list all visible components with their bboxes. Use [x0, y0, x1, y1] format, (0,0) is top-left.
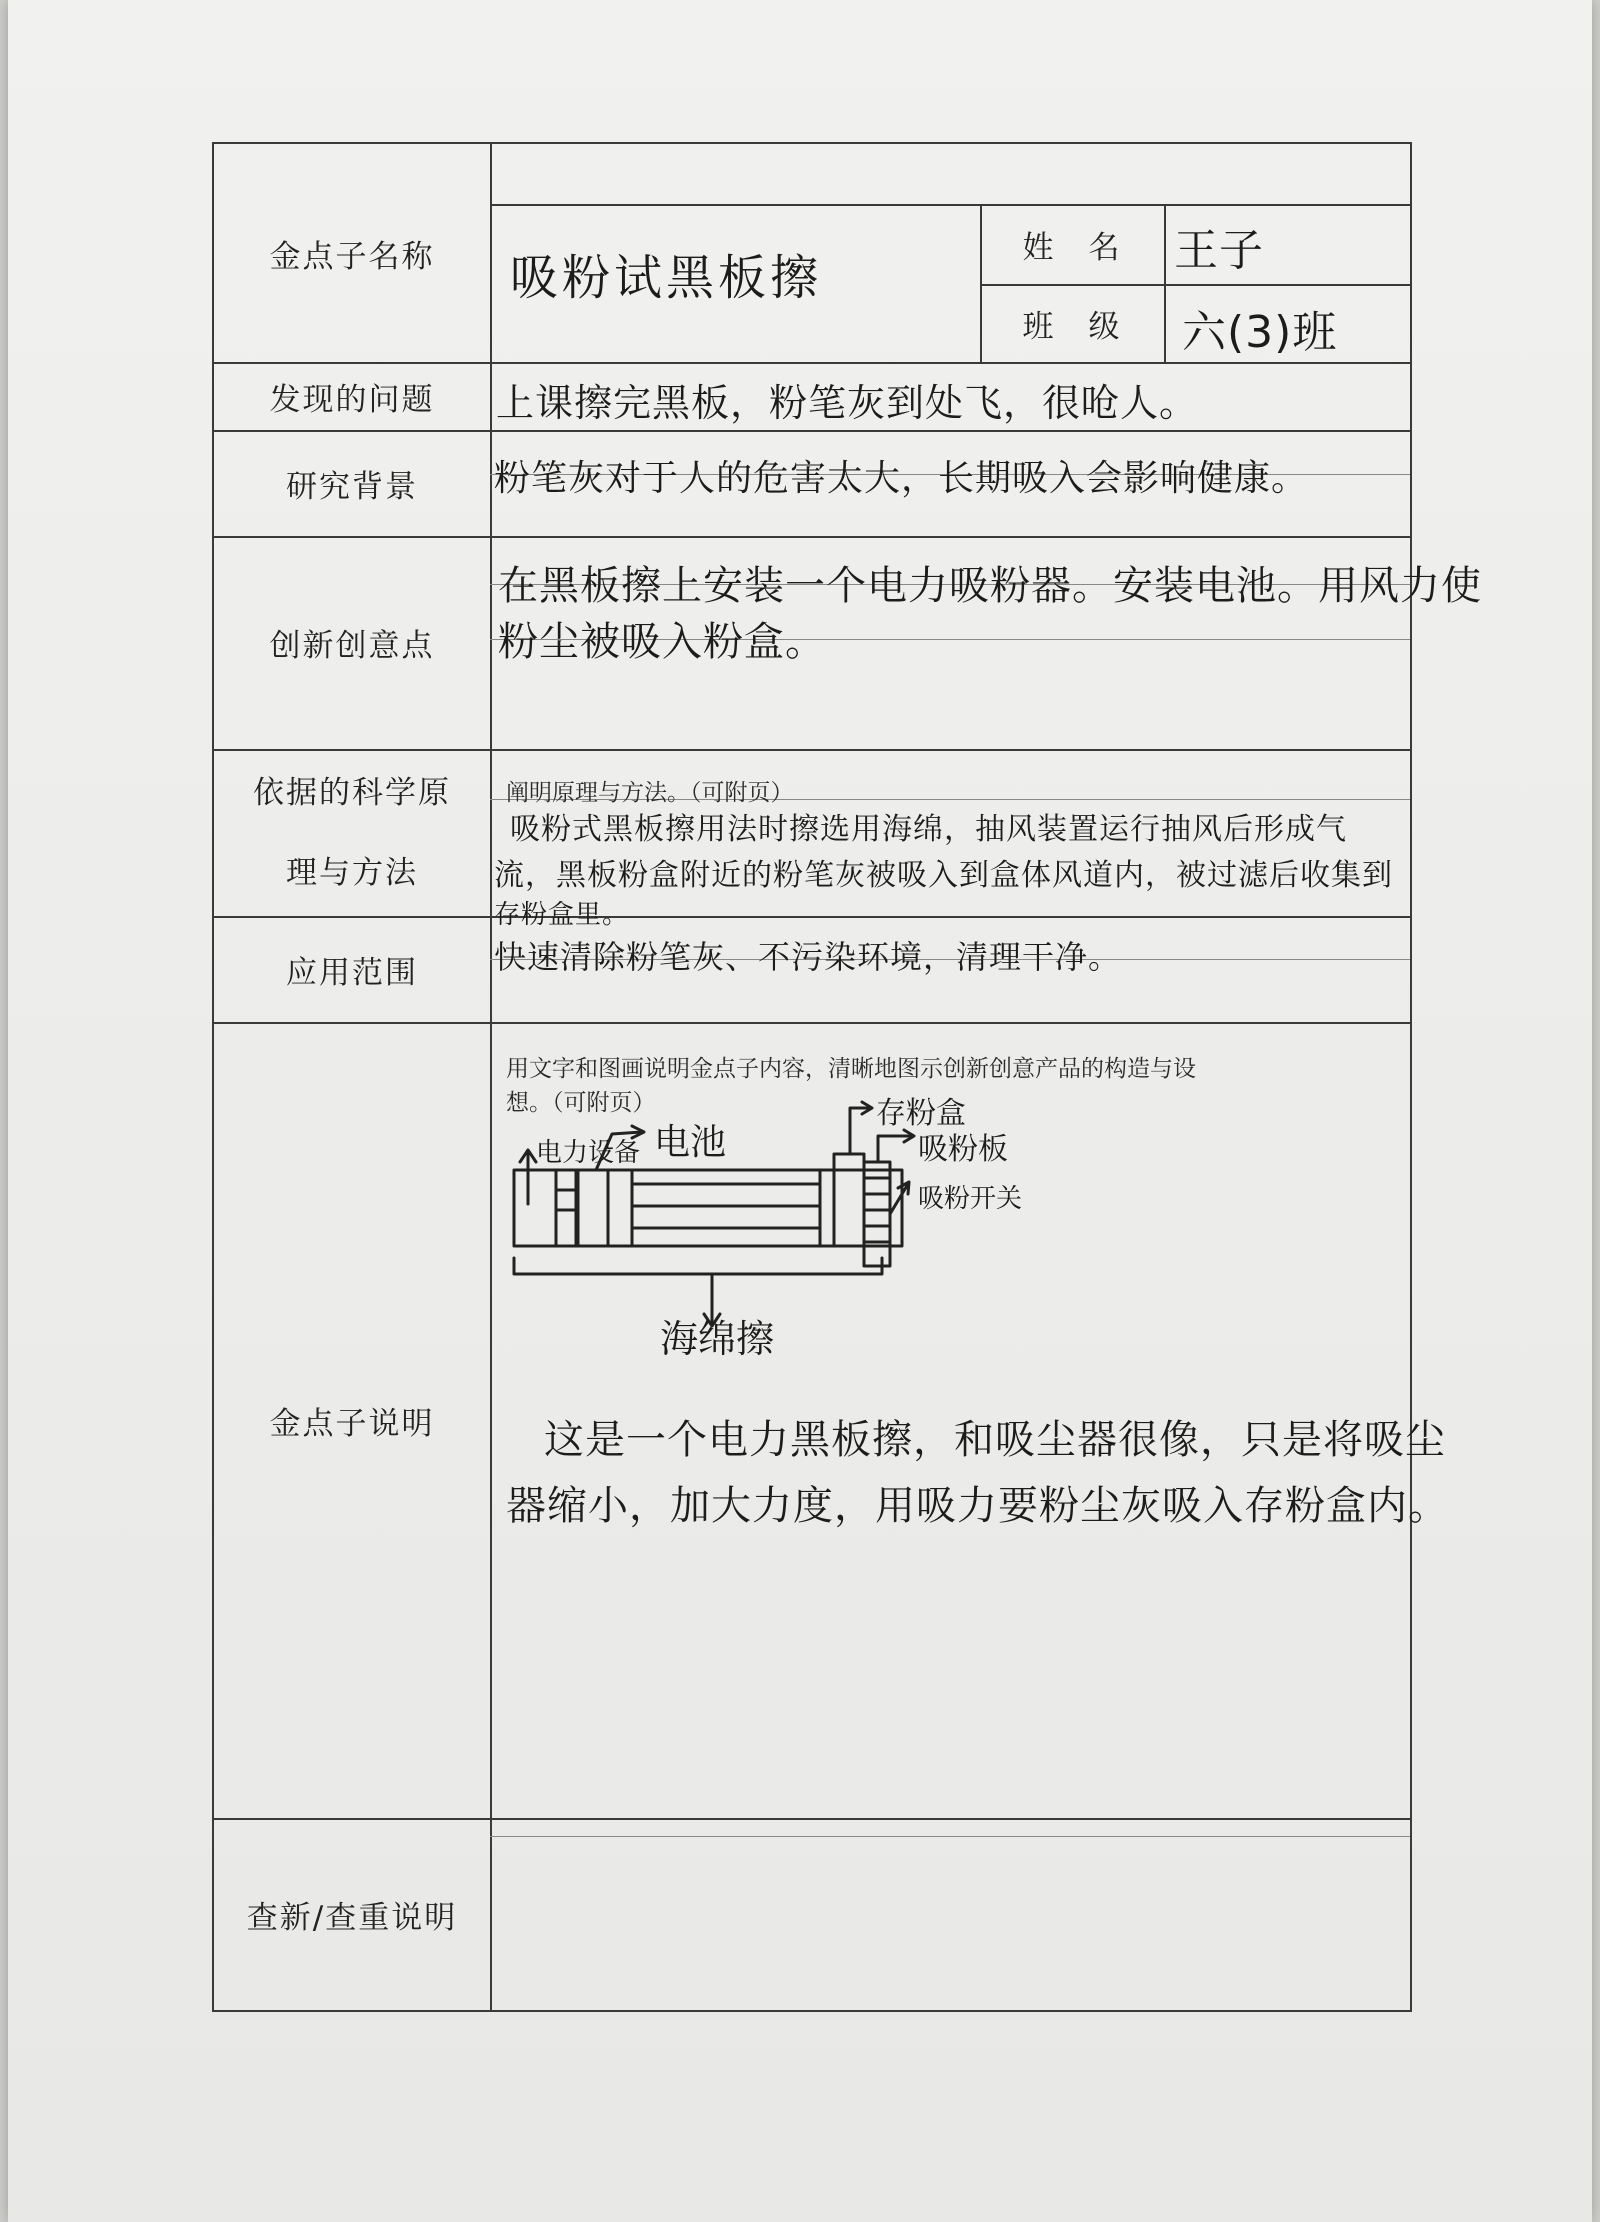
principle-hint: 阐明原理与方法。（可附页）: [506, 780, 794, 806]
principle-line1: 吸粉式黑板擦用法时擦选用海绵，抽风装置运行抽风后形成气: [510, 812, 1347, 847]
guide-line: [490, 1836, 1410, 1837]
battery-shape: [578, 1170, 608, 1246]
label-battery: 电池: [654, 1122, 727, 1163]
principle-label: [214, 749, 490, 916]
principle-line2: 流，黑板粉盒附近的粉笔灰被吸入到盒体风道内，被过滤后收集到: [494, 858, 1393, 893]
eraser-body-shape: [514, 1170, 902, 1246]
principle-line3: 存粉盒里。: [494, 900, 630, 930]
label-suction-board: 吸粉板: [918, 1132, 1008, 1167]
dust-box-shape: [834, 1154, 864, 1246]
check-label: 查新/查重说明: [246, 1899, 458, 1936]
scope-label: 应用范围: [286, 954, 418, 991]
label-dust-box: 存粉盒: [876, 1096, 966, 1131]
background-value: 粉笔灰对于人的危害太大，长期吸入会影响健康。: [494, 458, 1309, 499]
problem-label: 发现的问题: [269, 381, 435, 418]
idea-name-value: 吸粉试黑板擦: [510, 250, 823, 306]
problem-value: 上课擦完黑板，粉笔灰到处飞，很呛人。: [496, 381, 1199, 425]
explain-line1: 这是一个电力黑板擦，和吸尘器很像，只是将吸尘: [544, 1417, 1446, 1463]
explain-label: 金点子说明: [269, 1405, 435, 1442]
background-label: 研究背景: [286, 468, 418, 505]
innovation-line1: 在黑板擦上安装一个电力吸粉器。安装电池。用风力使: [498, 563, 1482, 609]
idea-name-label: 金点子名称: [269, 238, 435, 275]
explain-hint-line2: 想。（可附页）: [506, 1090, 656, 1116]
box-pointer: [850, 1108, 870, 1154]
header-divider-right: [1164, 204, 1166, 362]
name-value: 王子: [1174, 225, 1264, 276]
class-value: 六(3)班: [1182, 307, 1338, 358]
principle-label-line1: 依据的科学原: [253, 774, 451, 811]
innovation-label: 创新创意点: [269, 628, 435, 664]
explain-line2: 器缩小，加大力度，用吸力要粉尘灰吸入存粉盒内。: [506, 1483, 1449, 1529]
label-power-device: 电力设备: [536, 1138, 641, 1168]
paper-sheet: [8, 0, 1592, 2222]
header-top-line: [490, 204, 1410, 206]
class-label: 班 级: [1022, 308, 1122, 345]
scope-value: 快速清除粉笔灰、不污染环境，清理干净。: [494, 938, 1122, 976]
name-label: 姓 名: [1022, 229, 1122, 266]
explain-hint-line1: 用文字和图画说明金点子内容，清晰地图示创新创意产品的构造与设: [506, 1056, 1196, 1082]
idea-form-table: [212, 142, 1482, 2012]
sponge-bracket: [514, 1258, 882, 1274]
label-suction-switch: 吸粉开关: [918, 1184, 1023, 1214]
innovation-line2: 粉尘被吸入粉盒。: [498, 619, 826, 665]
principle-label-line2: 理与方法: [286, 854, 418, 891]
label-sponge-eraser: 海绵擦: [660, 1317, 775, 1361]
